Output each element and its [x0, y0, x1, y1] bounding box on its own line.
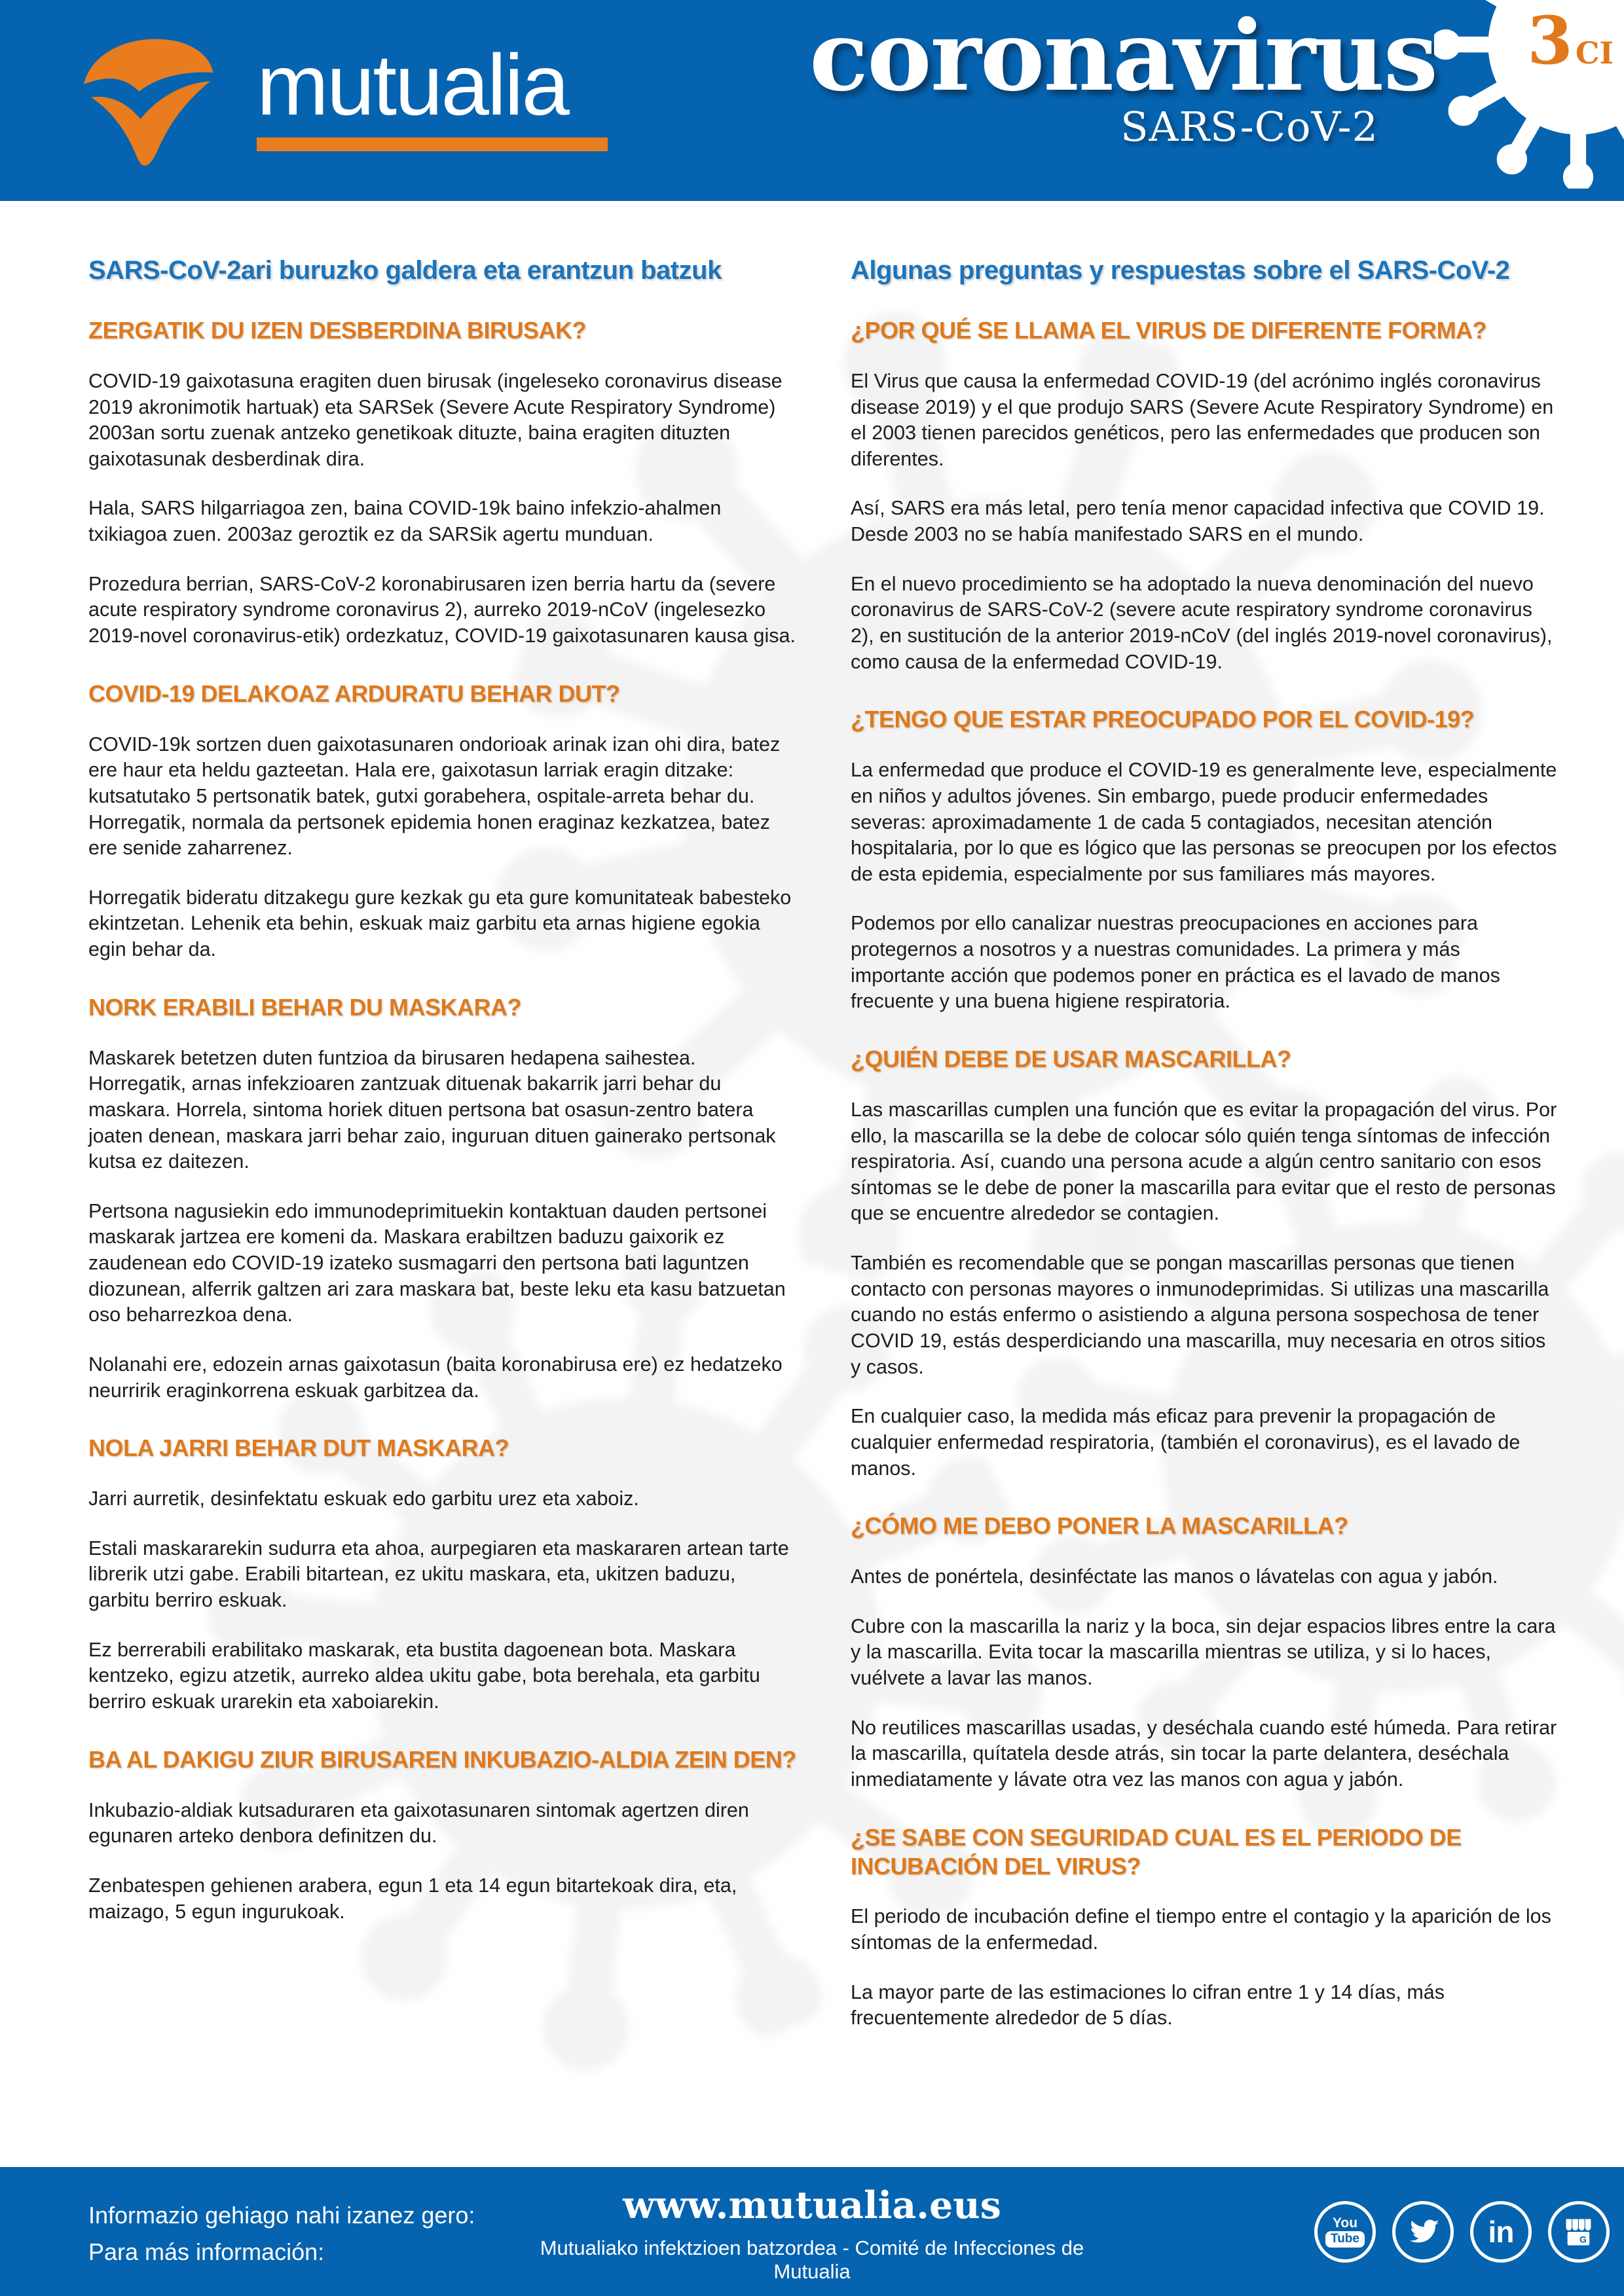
youtube-tube-text: Tube [1325, 2231, 1365, 2248]
section-paragraphs [88, 1798, 797, 1925]
paragraph: COVID-19k sortzen duen gaixotasunaren ondorioak arinak izan ohi dira, batez ere haur eta heldu gazteetan. Hala ere, gaixotasun larriak eragin ditzake: kutsatutako 5 pertsonatik batek, gutxi gorabehera, ospitale-arreta behar du. Horregatik, normala da pertsonek epidemia honen eraginaz kezkatzea, batez ere senide zaharrenez. [88, 733, 781, 860]
paragraph: No reutilices mascarillas usadas, y deséchala cuando esté húmeda. Para retirar la mascarilla, quítatela desde atrás, sin tocar la parte delantera, deséchala inmediatamente y lávate otra vez las manos con agua y jabón. [851, 1716, 1557, 1791]
paragraph: Hala, SARS hilgarriagoa zen, baina COVID-19k baino infekzio-ahalmen txikiagoa zuen. 2003az geroztik ez da SARSik agertu munduan. [88, 497, 722, 546]
paragraph: Horregatik bideratu ditzakegu gure kezkak gu eta gure komunitateak babesteko ekintzetan. Lehenik eta behin, eskuak maiz garbitu eta arnas higiene egokia egin behar da. [88, 886, 792, 961]
paragraph: Maskarek betetzen duten funtzioa da birusaren hedapena saihestea. Horregatik, arnas infekzioaren zantzuak dituenak bakarrik jarri behar du maskara. Horrela, sintoma horiek dituen pertsona bat osasun-zentro batera joaten denean, maskara jarri behar zaio, inguruan dituen gainerako pertsonak kutsa ez daitezen. [88, 1046, 776, 1173]
paragraph: El Virus que causa la enfermedad COVID-19 (del acrónimo inglés coronavirus disease 2019) y el que produjo SARS (Severe Acute Respiratory Syndrome) en el 2003 tienen parecidos genéticos, pero las enfermedades que producen son diferentes. [851, 369, 1554, 470]
column-title-spanish: Algunas preguntas y respuestas sobre el SARS-CoV-2 [851, 256, 1510, 285]
mutualia-logo [71, 27, 608, 173]
storefront-icon [1562, 2215, 1596, 2249]
paragraph: Estali maskararekin sudurra eta ahoa, aurpegiaren eta maskararen artean tarte librerik utzi gabe. Erabili bitartean, ez ukitu maskara, eta, ukitzen baduzu, garbitu berriro eskuak. [88, 1537, 789, 1612]
qa-section [851, 1512, 1559, 1793]
section-paragraphs [88, 1046, 797, 1404]
section-paragraphs [851, 369, 1559, 675]
paragraph: Nolanahi ere, edozein arnas gaixotasun (baita koronabirusa ere) ez hedatzeko neurririk eraginkorrena eskuak garbitzea da. [88, 1353, 783, 1402]
corner-virus-badge [1336, 0, 1624, 216]
section-paragraphs [851, 1097, 1559, 1482]
paragraph: COVID-19 gaixotasuna eragiten duen birusak (ingeleseko coronavirus disease 2019 akronimotik hartuak) eta SARSek (Severe Acute Respiratory Syndrome) 2003an sortu zuenak antzeko genetikoak dituzte, baina eragiten dituzten gaixotasunak desberdinak dira. [88, 369, 783, 470]
footer-info [88, 2197, 475, 2270]
qa-section [88, 993, 797, 1404]
content-area [0, 201, 1624, 2167]
mutualia-wordmark: mutualia [257, 37, 568, 133]
qa-section [851, 1045, 1559, 1482]
social-links [1314, 2201, 1610, 2263]
column-title-basque: SARS-CoV-2ari buruzko galdera eta erantzun batzuk [88, 256, 722, 285]
badge-number: 3 [1527, 2, 1573, 79]
footer-info-spanish: Para más información: [88, 2238, 325, 2265]
section-heading: ¿SE SABE CON SEGURIDAD CUAL ES EL PERIODO DE INCUBACIÓN DEL VIRUS? [851, 1823, 1462, 1880]
qa-section [88, 680, 797, 963]
footer-banner [0, 2167, 1624, 2296]
mutualia-logo-icon [71, 27, 216, 173]
section-paragraphs [88, 1486, 797, 1715]
paragraph: También es recomendable que se pongan mascarillas personas que tienen contacto con personas mayores o inmunodeprimidas. Si utilizas una mascarilla cuando no estás enfermo o asistiendo a alguna persona sospechosa de tener COVID 19, estás desperdiciando una mascarilla, muy necesaria en otros sitios y casos. [851, 1252, 1549, 1378]
qa-section [851, 1823, 1559, 2032]
twitter-bird-icon [1406, 2215, 1440, 2249]
badge-3ci [1527, 2, 1614, 79]
qa-section [851, 316, 1559, 675]
section-paragraphs [851, 1904, 1559, 2032]
section-heading: ZERGATIK DU IZEN DESBERDINA BIRUSAK? [88, 317, 587, 344]
section-heading: ¿TENGO QUE ESTAR PREOCUPADO POR EL COVID-19? [851, 706, 1475, 733]
paragraph: La mayor parte de las estimaciones lo cifran entre 1 y 14 días, más frecuentemente alrededor de 5 días. [851, 1980, 1445, 2030]
badge-letters: CI [1575, 35, 1614, 71]
column-right-sections [851, 316, 1559, 2032]
paragraph: En cualquier caso, la medida más eficaz para prevenir la propagación de cualquier enfermedad respiratoria, (también el coronavirus), es el lavado de manos. [851, 1405, 1521, 1480]
column-basque [88, 255, 797, 2167]
paragraph: Podemos por ello canalizar nuestras preocupaciones en acciones para protegernos a nosotros y a nuestras comunidades. La primera y más importante acción que podemos poner en práctica es el lavado de manos frecuente y una buena higiene respiratoria. [851, 912, 1500, 1013]
committee-line: Mutualiako infektzioen batzordea - Comité de Infecciones de Mutualia [540, 2236, 1084, 2283]
paragraph: El periodo de incubación define el tiempo entre el contagio y la aparición de los síntomas de la enfermedad. [851, 1905, 1551, 1954]
section-paragraphs [88, 369, 797, 649]
sars-cov-2-subtitle: SARS-CoV-2 [1120, 103, 1378, 151]
paragraph: Pertsona nagusiekin edo immunodeprimituekin kontaktuan dauden pertsonei maskarak jartzea ere komeni da. Maskara erabiltzen baduzu gaixorik ez zaudenean edo COVID-19 izateko susmagarri den pertsona bati laguntzen diozunean, alferrik galtzen ari zara maskara bat, beste leku eta kasu batzuetan oso beharrezkoa dena. [88, 1199, 786, 1326]
footer-center [517, 2184, 1107, 2284]
google-my-business-icon[interactable] [1548, 2201, 1610, 2263]
website-link[interactable]: www.mutualia.eus [623, 2183, 1001, 2227]
section-paragraphs [851, 1564, 1559, 1793]
footer-info-basque: Informazio gehiago nahi izanez gero: [88, 2202, 475, 2229]
qa-section [88, 1745, 797, 1925]
paragraph: Inkubazio-aldiak kutsaduraren eta gaixotasunaren sintomak agertzen diren egunaren arteko denbora definitzen du. [88, 1798, 749, 1848]
section-heading: ¿CÓMO ME DEBO PONER LA MASCARILLA? [851, 1512, 1348, 1540]
paragraph: Prozedura berrian, SARS-CoV-2 koronabirusaren izen berria hartu da (severe acute respiratory syndrome coronavirus 2), aurreko 2019-nCoV (ingelesezko 2019-novel coronavirus-etik) ordezkatuz, COVID-19 gaixotasunaren kausa gisa. [88, 572, 796, 647]
paragraph: Ez berrerabili erabilitako maskarak, eta bustita dagoenean bota. Maskara kentzeko, egizu atzetik, aurreko aldea ukitu gabe, bota berehala, eta garbitu berriro eskuak urarekin eta xaboiarekin. [88, 1638, 760, 1713]
section-paragraphs [851, 757, 1559, 1015]
section-heading: BA AL DAKIGU ZIUR BIRUSAREN INKUBAZIO-ALDIA ZEIN DEN? [88, 1745, 796, 1773]
svg-text:G: G [1579, 2234, 1587, 2245]
paragraph: Cubre con la mascarilla la nariz y la boca, sin dejar espacios libres entre la cara y la mascarilla. Evita tocar la mascarilla mientras se utiliza, y si lo haces, vuélvete a lavar las manos. [851, 1614, 1556, 1690]
linkedin-icon[interactable] [1470, 2201, 1532, 2263]
linkedin-in-text: in [1488, 2215, 1514, 2249]
coronavirus-title: coronavirus [809, 0, 1437, 113]
paragraph: En el nuevo procedimiento se ha adoptado la nueva denominación del nuevo coronavirus de SARS-CoV-2 (severe acute respiratory syndrome coronavirus 2), en sustitución de la anterior 2019-nCoV (del inglés 2019-novel coronavirus), como causa de la enfermedad COVID-19. [851, 572, 1553, 673]
section-heading: NORK ERABILI BEHAR DU MASKARA? [88, 993, 521, 1021]
paragraph: Las mascarillas cumplen una función que es evitar la propagación del virus. Por ello, la mascarilla se la debe de colocar sólo quién tenga síntomas de infección respiratoria. Así, cuando una persona acude a algún centro sanitario con esos síntomas se le debe de poner la mascarilla para evitar que el resto de personas que se encuentre alrededor se contagien. [851, 1098, 1557, 1225]
paragraph: Zenbatespen gehienen arabera, egun 1 eta 14 egun bitartekoak dira, eta, maizago, 5 egun ingurukoak. [88, 1874, 737, 1923]
section-heading: COVID-19 DELAKOAZ ARDURATU BEHAR DUT? [88, 680, 620, 707]
qa-section [88, 1434, 797, 1715]
paragraph: Jarri aurretik, desinfektatu eskuak edo garbitu urez eta xaboiz. [88, 1487, 639, 1510]
header-banner [0, 0, 1624, 201]
column-left-sections [88, 316, 797, 1925]
section-heading: ¿POR QUÉ SE LLAMA EL VIRUS DE DIFERENTE FORMA? [851, 317, 1487, 344]
section-heading: ¿QUIÉN DEBE DE USAR MASCARILLA? [851, 1045, 1291, 1072]
logo-underline [257, 137, 608, 151]
youtube-you-text: You [1332, 2215, 1358, 2231]
qa-section [851, 705, 1559, 1015]
twitter-icon[interactable] [1392, 2201, 1454, 2263]
mutualia-wordmark-block [257, 37, 608, 151]
paragraph: Antes de ponértela, desinféctate las manos o lávatelas con agua y jabón. [851, 1565, 1498, 1588]
youtube-icon[interactable] [1314, 2201, 1376, 2263]
paragraph: La enfermedad que produce el COVID-19 es generalmente leve, especialmente en niños y adultos jóvenes. Sin embargo, puede producir enfermedades severas: aproximadamente 1 de cada 5 contagiados, necesitan atención hospitalaria, por lo que es lógico que las personas se preocupen por los efectos de esta epidemia, especialmente por sus familiares más mayores. [851, 759, 1557, 885]
column-spanish [851, 255, 1559, 2167]
paragraph: Así, SARS era más letal, pero tenía menor capacidad infectiva que COVID 19. Desde 2003 no se había manifestado SARS en el mundo. [851, 497, 1545, 546]
section-paragraphs [88, 732, 797, 963]
section-heading: NOLA JARRI BEHAR DUT MASKARA? [88, 1434, 509, 1462]
qa-section [88, 316, 797, 649]
